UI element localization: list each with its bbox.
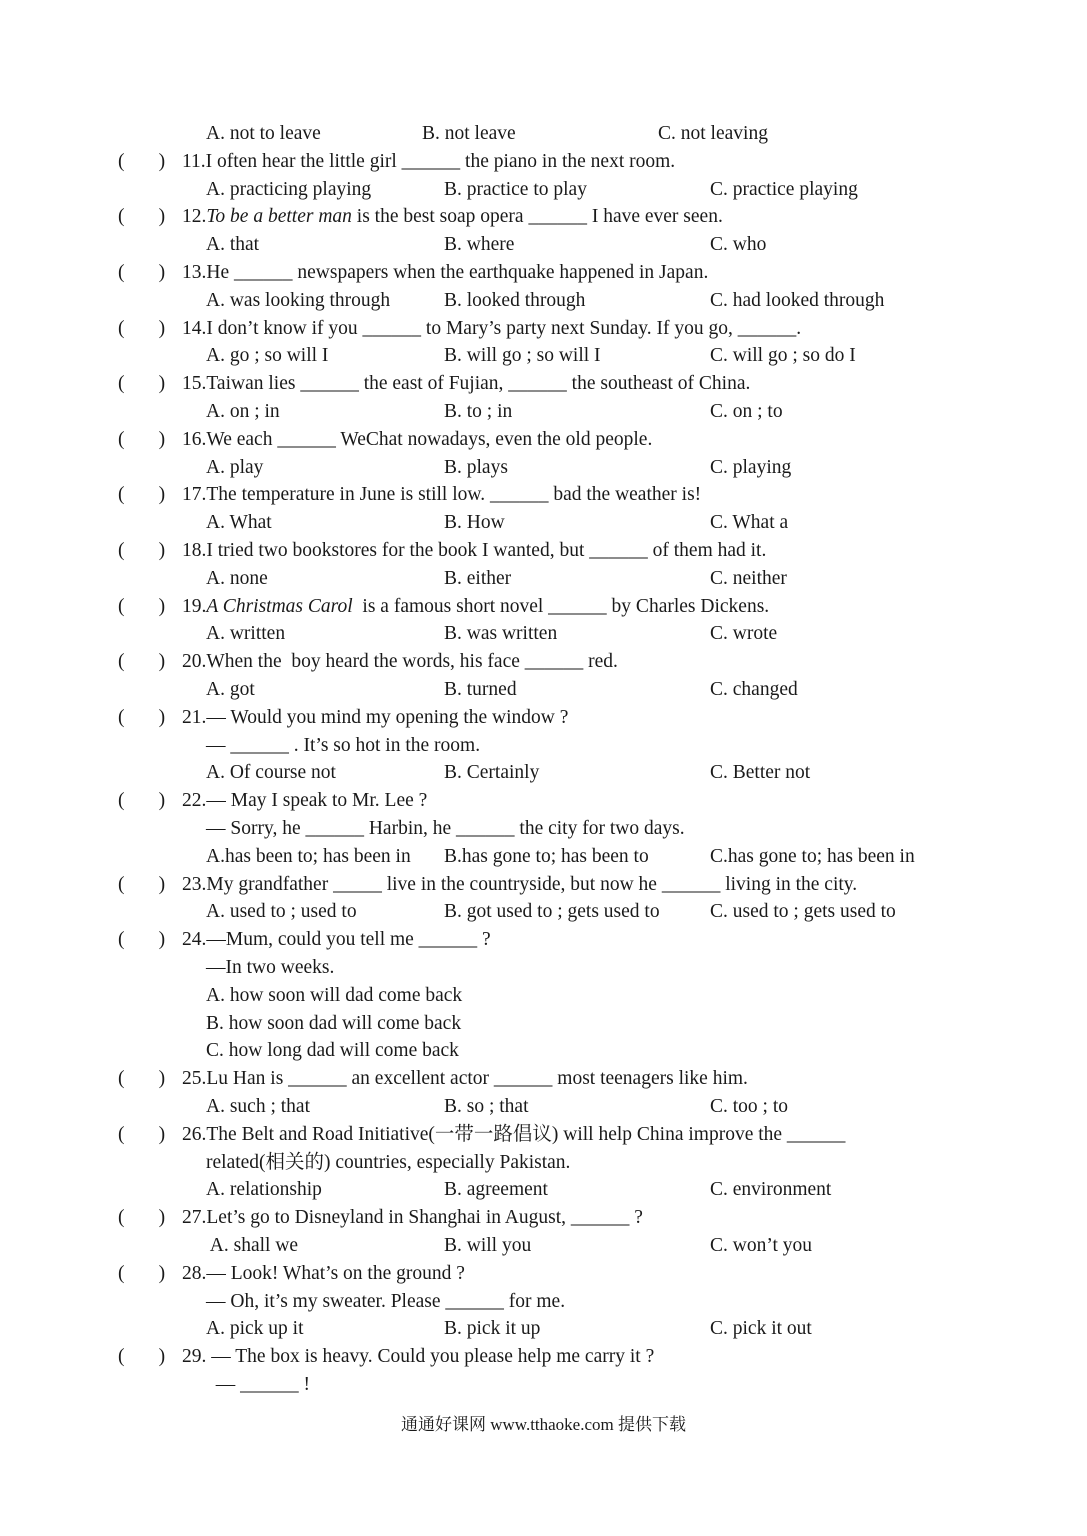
option-b: B. turned [444,679,517,700]
option-b: B. practice to play [444,178,587,200]
option-b: B. Certainly [444,762,540,784]
answer-bracket: ( ) [118,1262,166,1284]
answer-bracket: ( ) [118,790,166,812]
option-a: A. What [206,512,272,534]
question-stem: 26.The Belt and Road Initiative(一带一路倡议) will help China improve the ______ [182,1123,846,1145]
answer-bracket: ( ) [118,929,166,951]
answer-bracket: ( ) [118,651,166,673]
option-c: C. wrote [710,623,778,645]
answer-bracket: ( ) [118,706,166,728]
option-a: A. pick up it [206,1318,304,1340]
option-a: A. relationship [206,1179,322,1201]
option-c: C. too ; to [710,1096,789,1117]
question-number: 19. [182,595,207,617]
option-c: C.has gone to; has been in [710,845,915,867]
option-b: B. where [444,234,515,256]
option-b: B. not leave [422,123,516,144]
option-b: B. agreement [444,1179,548,1201]
answer-bracket: ( ) [118,206,166,228]
option-a: A. how soon will dad come back [206,984,463,1006]
option-c: C. practice playing [710,178,858,200]
option-c: C. will go ; so do I [710,345,856,367]
answer-bracket: ( ) [118,1068,166,1090]
question-stem: 21.— Would you mind my opening the window ? [182,706,569,728]
option-c: C. environment [710,1179,832,1201]
question-stem: 28.— Look! What’s on the ground ? [182,1262,465,1284]
question-stem: 25.Lu Han is ______ an excellent actor ______ most teenagers like him. [182,1068,748,1090]
option-a: A. Of course not [206,762,336,784]
answer-bracket: ( ) [118,1123,166,1145]
question-stem: 23.My grandfather _____ live in the countryside, but now he ______ living in the city. [182,873,858,895]
question-stem: 18.I tried two bookstores for the book I wanted, but ______ of them had it. [182,540,767,561]
option-b: B. will you [444,1235,532,1256]
question-subline: — ______ . It’s so hot in the room. [206,734,481,756]
option-b: B. how soon dad will come back [206,1012,462,1034]
option-a: A. got [206,679,255,700]
option-c: C. changed [710,679,798,700]
option-c: C. Better not [710,762,811,784]
footer-credit: 通通好课网 www.tthaoke.com 提供下载 [400,1415,687,1434]
question-text: is a famous short novel ______ by Charles Dickens. [352,595,770,617]
answer-bracket: ( ) [118,540,166,561]
question-subline: — Oh, it’s my sweater. Please ______ for me. [206,1290,566,1312]
option-c: C. What a [710,512,789,534]
answer-bracket: ( ) [118,873,166,895]
option-b: B. will go ; so will I [444,345,601,367]
option-a: A.has been to; has been in [206,845,411,867]
question-stem: 15.Taiwan lies ______ the east of Fujian, ______ the southeast of China. [182,373,751,395]
question-stem: 16.We each ______ WeChat nowadays, even the old people. [182,428,653,450]
option-c: C. neither [710,567,787,589]
option-b: B. to ; in [444,401,513,422]
answer-bracket: ( ) [118,428,166,450]
option-a: A. written [206,623,286,645]
question-stem: 24.—Mum, could you tell me ______ ? [182,929,491,951]
option-c: C. won’t you [710,1235,813,1256]
question-stem: 14.I don’t know if you ______ to Mary’s party next Sunday. If you go, ______. [182,317,802,339]
option-a: A. was looking through [206,289,391,311]
option-c: C. not leaving [658,123,768,144]
option-c: C. on ; to [710,401,783,422]
option-b: B.has gone to; has been to [444,845,649,867]
option-b: B. got used to ; gets used to [444,901,660,923]
answer-bracket: ( ) [118,373,166,395]
answer-bracket: ( ) [118,1207,166,1229]
option-a: A. that [206,234,260,256]
answer-bracket: ( ) [118,595,166,617]
option-a: A. none [206,567,268,589]
option-b: B. was written [444,623,558,645]
option-a: A. go ; so will I [206,345,329,367]
question-subline: — Sorry, he ______ Harbin, he ______ the city for two days. [206,818,685,839]
question-stem: 20.When the boy heard the words, his face ______ red. [182,651,618,673]
option-c: C. used to ; gets used to [710,901,896,923]
question-stem [182,205,723,229]
question-stem [182,595,769,619]
answer-bracket: ( ) [118,1346,166,1368]
question-number: 12. [182,206,207,228]
option-b: B. so ; that [444,1096,529,1117]
answer-bracket: ( ) [118,150,166,172]
question-stem: 17.The temperature in June is still low. ______ bad the weather is! [182,484,702,506]
answer-bracket: ( ) [118,262,166,283]
option-a: A. on ; in [206,401,280,422]
option-b: B. plays [444,456,508,478]
option-a: A. such ; that [206,1096,310,1117]
question-subline: — ______ ! [206,1374,310,1395]
italic-title: To be a better man [206,206,352,228]
italic-title: A Christmas Carol [206,595,353,617]
question-subline: related(相关的) countries, especially Pakistan. [206,1151,571,1173]
option-a: A. used to ; used to [206,901,357,923]
answer-bracket: ( ) [118,317,166,339]
option-b: B. How [444,512,505,534]
option-a: A. shall we [206,1235,299,1256]
option-a: A. play [206,456,264,478]
question-stem: 11.I often hear the little girl ______ the piano in the next room. [182,150,676,172]
option-a: A. not to leave [206,123,321,144]
option-c: C. had looked through [710,289,885,311]
option-c: C. how long dad will come back [206,1040,459,1062]
option-b: B. looked through [444,289,586,311]
question-stem: 29. — The box is heavy. Could you please help me carry it ? [182,1346,655,1368]
question-stem: 13.He ______ newspapers when the earthquake happened in Japan. [182,262,709,283]
option-c: C. playing [710,456,792,478]
question-stem: 22.— May I speak to Mr. Lee ? [182,790,428,812]
question-subline: —In two weeks. [206,957,335,978]
option-c: C. pick it out [710,1318,812,1340]
question-text: is the best soap opera ______ I have ever seen. [351,206,723,228]
answer-bracket: ( ) [118,484,166,506]
option-a: A. practicing playing [206,178,372,200]
option-c: C. who [710,234,767,256]
option-b: B. pick it up [444,1318,541,1340]
option-b: B. either [444,567,512,589]
question-stem: 27.Let’s go to Disneyland in Shanghai in August, ______ ? [182,1207,643,1229]
